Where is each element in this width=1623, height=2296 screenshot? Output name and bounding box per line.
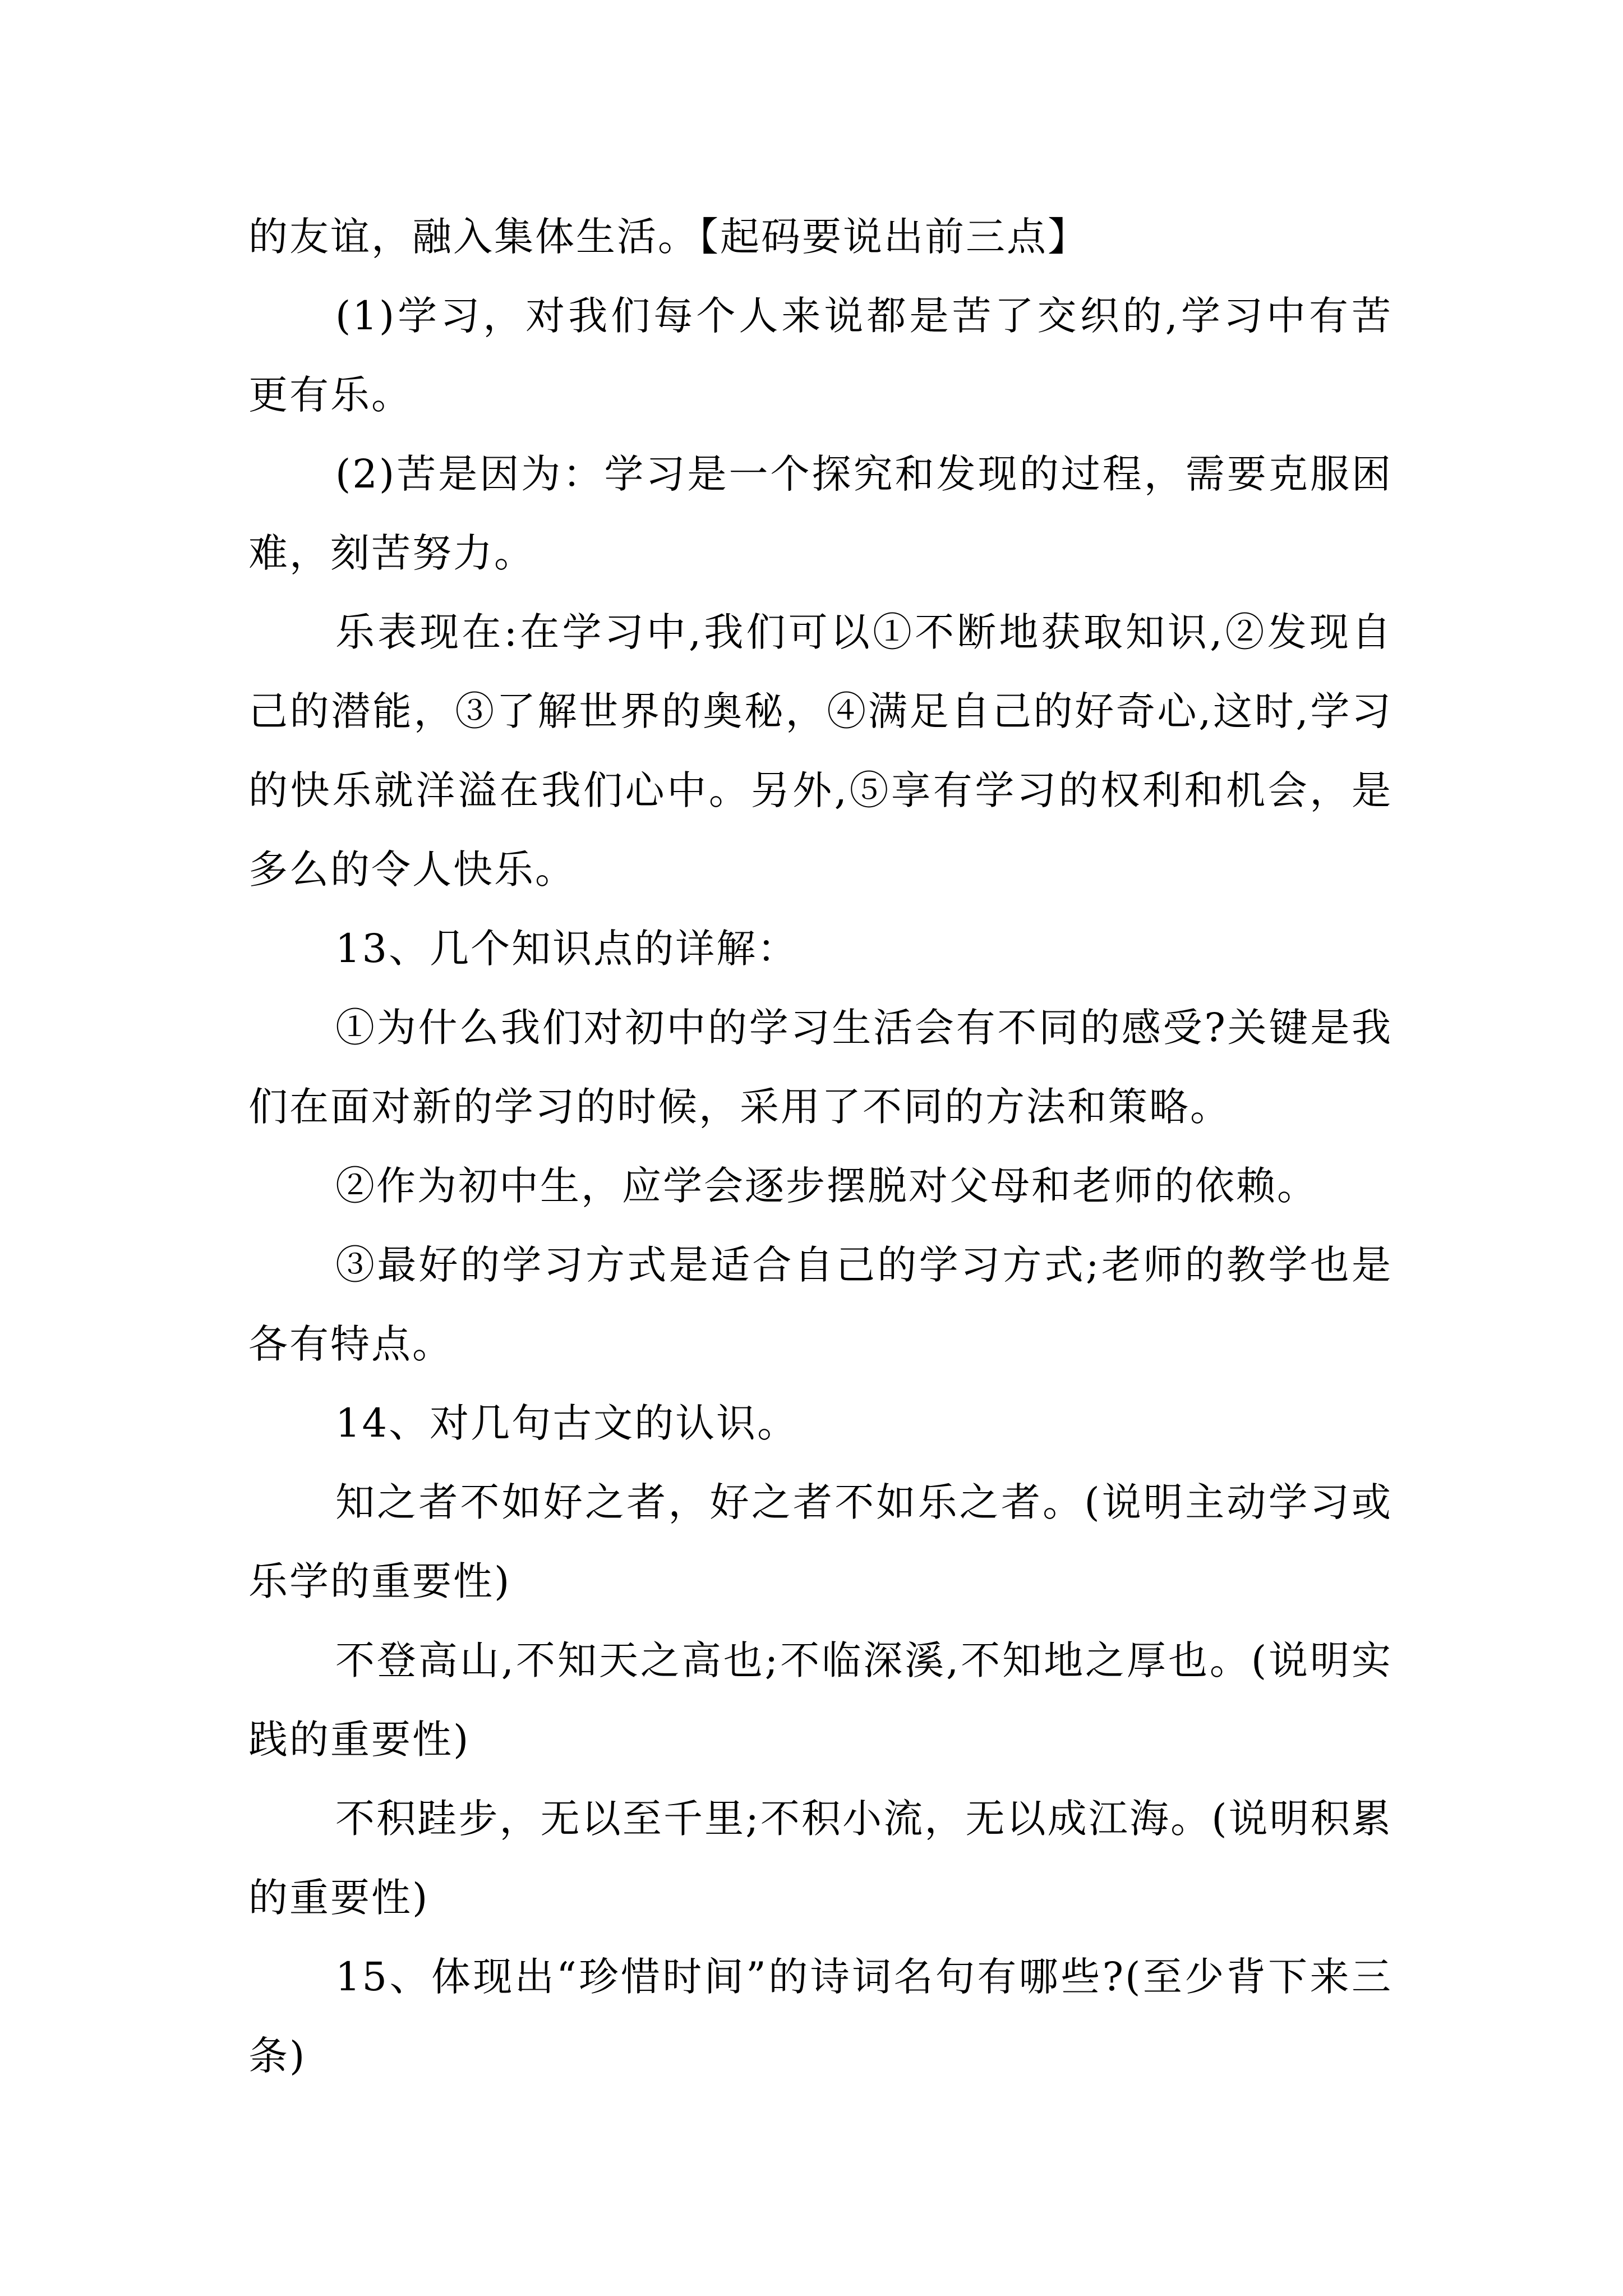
- paragraph: 乐表现在:在学习中,我们可以①不断地获取知识,②发现自己的潜能，③了解世界的奥秘，④满足自己的好奇心,这时,学习的快乐就洋溢在我们心中。另外,⑤享有学习的权利和机会，是多么的令人快乐。: [248, 609, 1393, 892]
- paragraph: 不登高山,不知天之高也;不临深溪,不知地之厚也。(说明实践的重要性): [248, 1637, 1393, 1763]
- paragraph: (2)苦是因为：学习是一个探究和发现的过程，需要克服困难，刻苦努力。: [248, 451, 1393, 576]
- section-heading: 15、体现出“珍惜时间”的诗词名句有哪些?(至少背下来三条): [248, 1954, 1393, 2079]
- document-body: [248, 197, 1393, 2096]
- paragraph: 的友谊，融入集体生活。【起码要说出前三点】: [248, 214, 1089, 260]
- paragraph: ③最好的学习方式是适合自己的学习方式;老师的教学也是各有特点。: [248, 1242, 1393, 1367]
- paragraph: 知之者不如好之者，好之者不如乐之者。(说明主动学习或乐学的重要性): [248, 1479, 1393, 1604]
- paragraph: 不积跬步，无以至千里;不积小流，无以成江海。(说明积累的重要性): [248, 1796, 1393, 1921]
- paragraph: ②作为初中生，应学会逐步摆脱对父母和老师的依赖。: [335, 1163, 1318, 1209]
- paragraph: (1)学习，对我们每个人来说都是苦了交织的,学习中有苦更有乐。: [248, 293, 1393, 418]
- section-heading: 13、几个知识点的详解：: [335, 926, 799, 972]
- paragraph: ①为什么我们对初中的学习生活会有不同的感受?关键是我们在面对新的学习的时候，采用了不同的方法和策略。: [248, 1005, 1393, 1130]
- section-heading: 14、对几句古文的认识。: [335, 1400, 799, 1446]
